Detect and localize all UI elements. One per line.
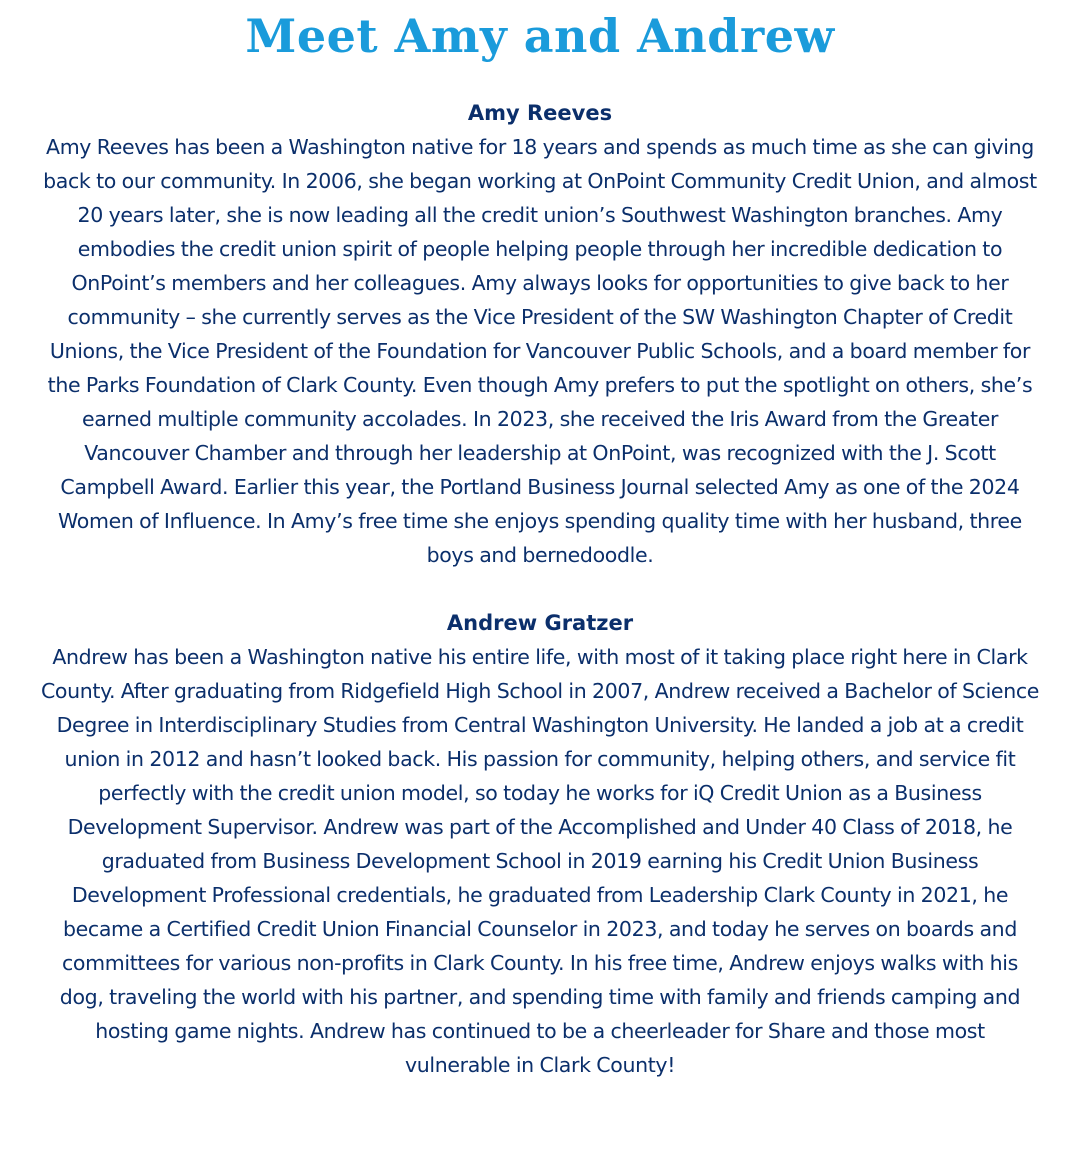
profile-amy-reeves xyxy=(40,96,1040,572)
profile-bio: Amy Reeves has been a Washington native for 18 years and spends as much time as she can giving back to our community. In 2006, she began working at OnPoint Community Credit Union, and almost 20 years later, she is now leading all the credit union’s Southwest Washington branches. Amy embodies the credit union spirit of people helping people through her incredible dedication to OnPoint’s members and her colleagues. Amy always looks for opportunities to give back to her community – she currently serves as the Vice President of the SW Washington Chapter of Credit Unions, the Vice President of the Foundation for Vancouver Public Schools, and a board member for the Parks Foundation of Clark County. Even though Amy prefers to put the spotlight on others, she’s earned multiple community accolades. In 2023, she received the Iris Award from the Greater Vancouver Chamber and through her leadership at OnPoint, was recognized with the J. Scott Campbell Award. Earlier this year, the Portland Business Journal selected Amy as one of the 2024 Women of Influence. In Amy’s free time she enjoys spending quality time with her husband, three boys and bernedoodle. xyxy=(43,135,1037,567)
profile-name: Andrew Gratzer xyxy=(446,611,634,635)
profile-andrew-gratzer xyxy=(40,606,1040,1082)
profile-bio: Andrew has been a Washington native his entire life, with most of it taking place right here in Clark County. After graduating from Ridgefield High School in 2007, Andrew received a Bachelor of Science Degree in Interdisciplinary Studies from Central Washington University. He landed a job at a credit union in 2012 and hasn’t looked back. His passion for community, helping others, and service fit perfectly with the credit union model, so today he works for iQ Credit Union as a Business Development Supervisor. Andrew was part of the Accomplished and Under 40 Class of 2018, he graduated from Business Development School in 2019 earning his Credit Union Business Development Professional credentials, he graduated from Leadership Clark County in 2021, he became a Certified Credit Union Financial Counselor in 2023, and today he serves on boards and committees for various non-profits in Clark County. In his free time, Andrew enjoys walks with his dog, traveling the world with his partner, and spending time with family and friends camping and hosting game nights. Andrew has continued to be a cheerleader for Share and those most vulnerable in Clark County! xyxy=(40,645,1040,1077)
page-title: Meet Amy and Andrew xyxy=(245,9,835,63)
profile-name: Amy Reeves xyxy=(467,101,613,125)
